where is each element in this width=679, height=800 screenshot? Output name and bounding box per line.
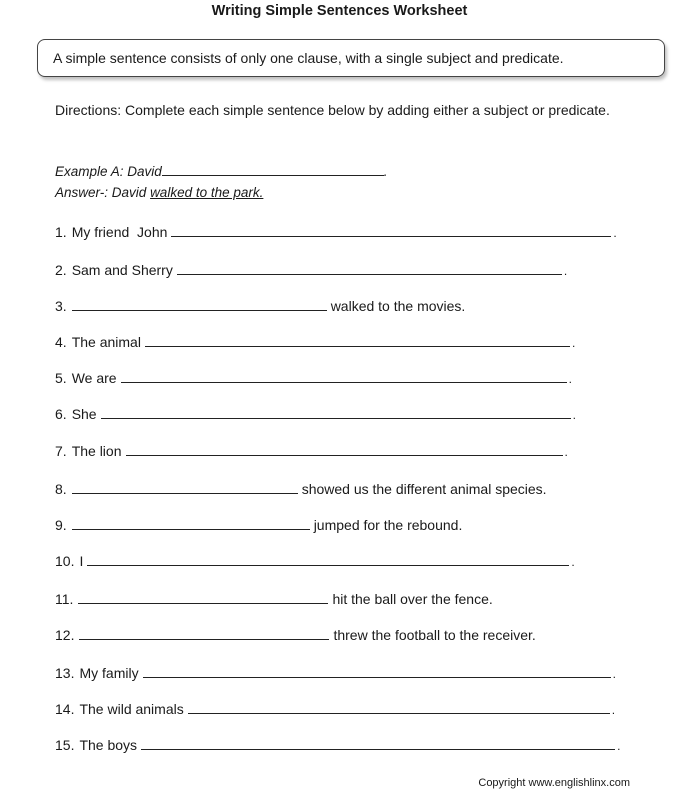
answer-blank[interactable] bbox=[87, 551, 569, 566]
item-period: . bbox=[617, 739, 621, 753]
sentence-item bbox=[55, 294, 465, 314]
example-blank bbox=[162, 162, 384, 176]
example-answer-prefix: Answer-: David bbox=[55, 185, 147, 200]
item-number: 9. bbox=[55, 517, 67, 533]
answer-blank[interactable] bbox=[177, 260, 562, 275]
sentence-item bbox=[55, 661, 616, 681]
item-number: 10. bbox=[55, 553, 75, 569]
definition-box bbox=[37, 39, 665, 77]
sentence-item bbox=[55, 549, 575, 569]
item-subject-text: My family bbox=[79, 665, 139, 681]
answer-blank[interactable] bbox=[171, 222, 611, 237]
sentence-item bbox=[55, 330, 575, 350]
item-number: 3. bbox=[55, 298, 67, 314]
answer-blank[interactable] bbox=[143, 663, 611, 678]
sentence-item bbox=[55, 402, 576, 422]
item-subject-text: My friend John bbox=[71, 224, 168, 240]
answer-blank[interactable] bbox=[79, 625, 329, 640]
item-number: 8. bbox=[55, 481, 67, 497]
item-period: . bbox=[564, 445, 568, 459]
answer-blank[interactable] bbox=[72, 296, 327, 311]
item-number: 15. bbox=[55, 737, 75, 753]
example-answer-line bbox=[55, 185, 263, 200]
definition-text: A simple sentence consists of only one clause, with a single subject and predicate. bbox=[53, 50, 564, 66]
sentence-item bbox=[55, 220, 617, 240]
sentence-item bbox=[55, 477, 547, 497]
item-subject-text: Sam and Sherry bbox=[71, 262, 173, 278]
sentence-item bbox=[55, 733, 620, 753]
item-predicate-text: jumped for the rebound. bbox=[313, 517, 463, 533]
item-number: 7. bbox=[55, 443, 67, 459]
item-subject-text: The lion bbox=[71, 443, 122, 459]
item-subject-text: The boys bbox=[79, 737, 138, 753]
item-number: 14. bbox=[55, 701, 75, 717]
item-number: 4. bbox=[55, 334, 67, 350]
item-subject-text: I bbox=[79, 553, 84, 569]
item-period: . bbox=[613, 226, 617, 240]
sentence-item bbox=[55, 587, 493, 607]
item-subject-text: The wild animals bbox=[79, 701, 184, 717]
item-predicate-text: walked to the movies. bbox=[330, 298, 466, 314]
item-predicate-text: showed us the different animal species. bbox=[301, 481, 547, 497]
sentence-item bbox=[55, 366, 572, 386]
item-number: 1. bbox=[55, 224, 67, 240]
item-number: 13. bbox=[55, 665, 75, 681]
item-period: . bbox=[568, 372, 572, 386]
item-subject-text: The animal bbox=[71, 334, 141, 350]
item-period: . bbox=[571, 555, 575, 569]
answer-blank[interactable] bbox=[72, 515, 310, 530]
answer-blank[interactable] bbox=[72, 479, 298, 494]
item-subject-text: We are bbox=[71, 370, 117, 386]
item-predicate-text: hit the ball over the fence. bbox=[332, 591, 493, 607]
example-prompt-line: Example A: David . bbox=[55, 164, 388, 179]
item-period: . bbox=[612, 667, 616, 681]
item-period: . bbox=[571, 336, 576, 350]
example-prompt: Example A: David bbox=[55, 164, 162, 179]
item-period: . bbox=[572, 408, 576, 422]
sentence-item bbox=[55, 623, 536, 643]
item-period: . bbox=[611, 703, 616, 717]
item-number: 12. bbox=[55, 627, 75, 643]
directions-text: Directions: Complete each simple sentence below by adding either a subject or predicate. bbox=[55, 102, 610, 118]
item-subject-text: She bbox=[71, 406, 97, 422]
item-number: 5. bbox=[55, 370, 67, 386]
sentence-item bbox=[55, 258, 567, 278]
item-number: 6. bbox=[55, 406, 67, 422]
example-answer-text: walked to the park. bbox=[150, 185, 264, 200]
item-predicate-text: threw the football to the receiver. bbox=[333, 627, 536, 643]
answer-blank[interactable] bbox=[188, 699, 610, 714]
sentence-item bbox=[55, 697, 615, 717]
worksheet-title: Writing Simple Sentences Worksheet bbox=[211, 3, 468, 19]
answer-blank[interactable] bbox=[78, 589, 328, 604]
item-period: . bbox=[563, 264, 568, 278]
sentence-item bbox=[55, 513, 462, 533]
item-number: 11. bbox=[55, 591, 74, 607]
item-number: 2. bbox=[55, 262, 67, 278]
answer-blank[interactable] bbox=[126, 441, 563, 456]
sentence-item bbox=[55, 439, 568, 459]
answer-blank[interactable] bbox=[141, 735, 615, 750]
answer-blank[interactable] bbox=[101, 404, 571, 419]
copyright-text: Copyright www.englishlinx.com bbox=[478, 777, 630, 789]
answer-blank[interactable] bbox=[121, 368, 567, 383]
answer-blank[interactable] bbox=[145, 332, 570, 347]
